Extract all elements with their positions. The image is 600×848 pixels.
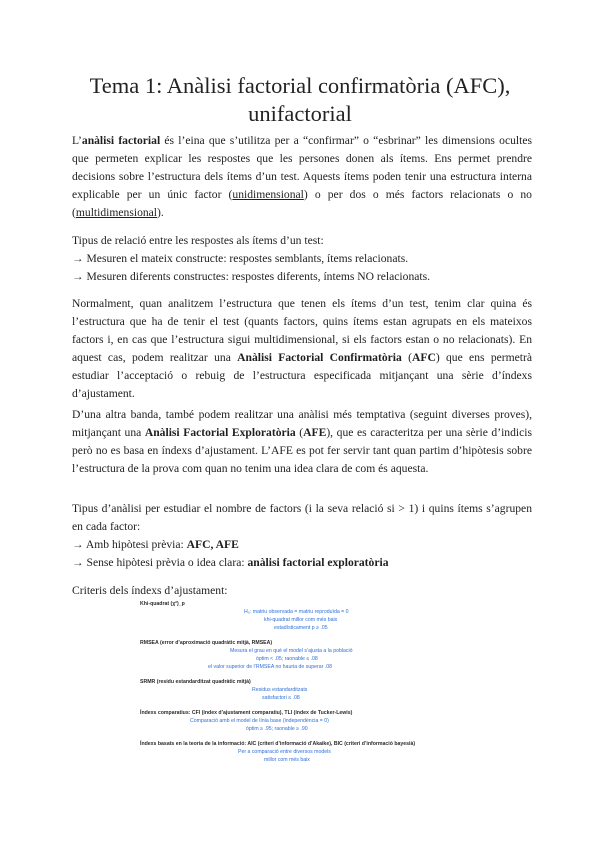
types-item-1-text: → Amb hipòtesi prèvia:: [72, 538, 187, 551]
afc-text: Normalment, quan analitzem l’estructura que tenen els ítems d’un test, tenim clar quina és l’estructura que ha de tenir el test (quants factors, quins ítems estan agrupats en els mateixos factors i, en cas que l’estructura sigui multidimensional, si els factors estan o no relacionats). En aquest cas, podem realitzar una: [72, 297, 532, 364]
relation-heading: Tipus de relació entre les respostes als ítems d’un test:: [72, 234, 324, 247]
intro-text: ).: [157, 206, 164, 219]
criteria-detail: Comparació amb el model de línia base (independència = 0): [190, 718, 329, 724]
afc-paragraph: [72, 295, 532, 403]
types-item-1-bold: AFC, AFE: [186, 538, 239, 551]
intro-text: L’: [72, 134, 82, 147]
criteria-figure: [140, 600, 480, 763]
types-paragraph: [72, 500, 532, 572]
criteria-detail: satisfactori ≤ .08: [262, 695, 300, 701]
criteria-label-rmsea: RMSEA (error d’aproximació quadràtic mitjà, RMSEA): [140, 640, 273, 646]
criteria-detail: el valor superior de l’RMSEA no hauria de superar .08: [208, 664, 332, 670]
afe-text: (: [295, 426, 304, 439]
intro-text: ) o per dos o més factors relacionats o no (: [72, 188, 532, 219]
afc-term: Anàlisi Factorial Confirmatòria: [237, 351, 402, 364]
criteria-detail: òptim < .05; raonable ≤ .08: [256, 656, 318, 662]
afe-paragraph: [72, 406, 532, 478]
types-item-2-text: → Sense hipòtesi prèvia o idea clara:: [72, 556, 248, 569]
criteria-detail: millor com més baix: [264, 757, 310, 763]
afc-abbr: AFC: [411, 351, 436, 364]
criteria-label-chi-square: Khi-quadrat (χ²)_p: [140, 601, 185, 607]
relation-item-2: → Mesuren diferents constructes: respostes diferents, íntems NO relacionats.: [72, 270, 431, 283]
intro-text: és l’eina que s’utilitza per a “confirmar” o “esbrinar” les dimensions ocultes que permeten explicar les respostes que les persones donen als ítems. Ens permet prendre decisions sobre l’estructura dels ítems d’un test. Aquests ítems poden tenir una estructura interna explicable per un únic factor (: [72, 134, 532, 201]
title-line-2: unifactorial: [248, 101, 352, 126]
afe-text: ), que es caracteritza per una sèrie d’indicis però no es basa en índexs d’ajustament. L’AFE es pot fer servir tant quan partim d’hipòtesis sobre l’estructura de la prova com quan no tenim una idea clara de com és aquesta.: [72, 426, 532, 475]
afc-text: (: [401, 351, 412, 364]
multidimensional-term: multidimensional: [75, 206, 158, 219]
criteria-detail: khi-quadrat millor com més baix: [264, 617, 338, 623]
criteria-detail: Mesura el grau en què el model s’ajusta a la població: [230, 648, 353, 654]
criteria-label-srmr: SRMR (residu estandarditzat quadràtic mitjà): [140, 679, 251, 685]
criteria-detail: estadísticament p ≥ .05: [274, 625, 328, 631]
types-item-2: [72, 556, 389, 569]
criteria-detail: Per a comparació entre diversos models: [238, 749, 331, 755]
types-item-1: [72, 538, 239, 551]
title-line-1: Tema 1: Anàlisi factorial confirmatòria (AFC),: [89, 73, 511, 98]
document-title: [60, 72, 540, 128]
types-item-2-bold: anàlisi factorial exploratòria: [247, 556, 389, 569]
criteria-detail: H₀: matriu observada = matriu reproduïda = 0: [244, 609, 349, 615]
relation-item-1: → Mesuren el mateix constructe: respostes semblants, ítems relacionats.: [72, 252, 409, 265]
criteria-label-comparative: Índexs comparatius: CFI (índex d’ajustament comparatiu), TLI (índex de Tucker-Lewis): [140, 710, 353, 716]
criteria-detail: òptim ≥ .95; raonable ≥ .90: [246, 726, 308, 732]
intro-paragraph: [72, 132, 532, 222]
unidimensional-term: unidimensional: [232, 188, 304, 201]
afe-text: D’una altra banda, també podem realitzar una anàlisi més temptativa (seguint diverses proves), mitjançant una: [72, 408, 532, 439]
afc-text: ) que ens permetrà estudiar l’acceptació o rebuig de l’estructura especificada mitjançant una sèrie d’índexs d’ajustament.: [72, 351, 533, 400]
types-heading: Tipus d’anàlisi per estudiar el nombre de factors (i la seva relació si > 1) i quins ítems s’agrupen en cada factor:: [72, 502, 532, 533]
criteria-detail: Residus estandarditzats: [252, 687, 308, 693]
afe-abbr: AFE: [303, 426, 327, 439]
criteria-heading: Criteris dels índexs d’ajustament:: [72, 584, 228, 597]
relation-block: [72, 232, 532, 286]
afe-term: Anàlisi Factorial Exploratòria: [144, 426, 296, 439]
criteria-label-information: Índexs basats en la teoria de la informació: AIC (criteri d’informació d’Akaike), BIC (criteri d’informació bayesià): [140, 741, 416, 747]
intro-term: anàlisi factorial: [81, 134, 161, 147]
